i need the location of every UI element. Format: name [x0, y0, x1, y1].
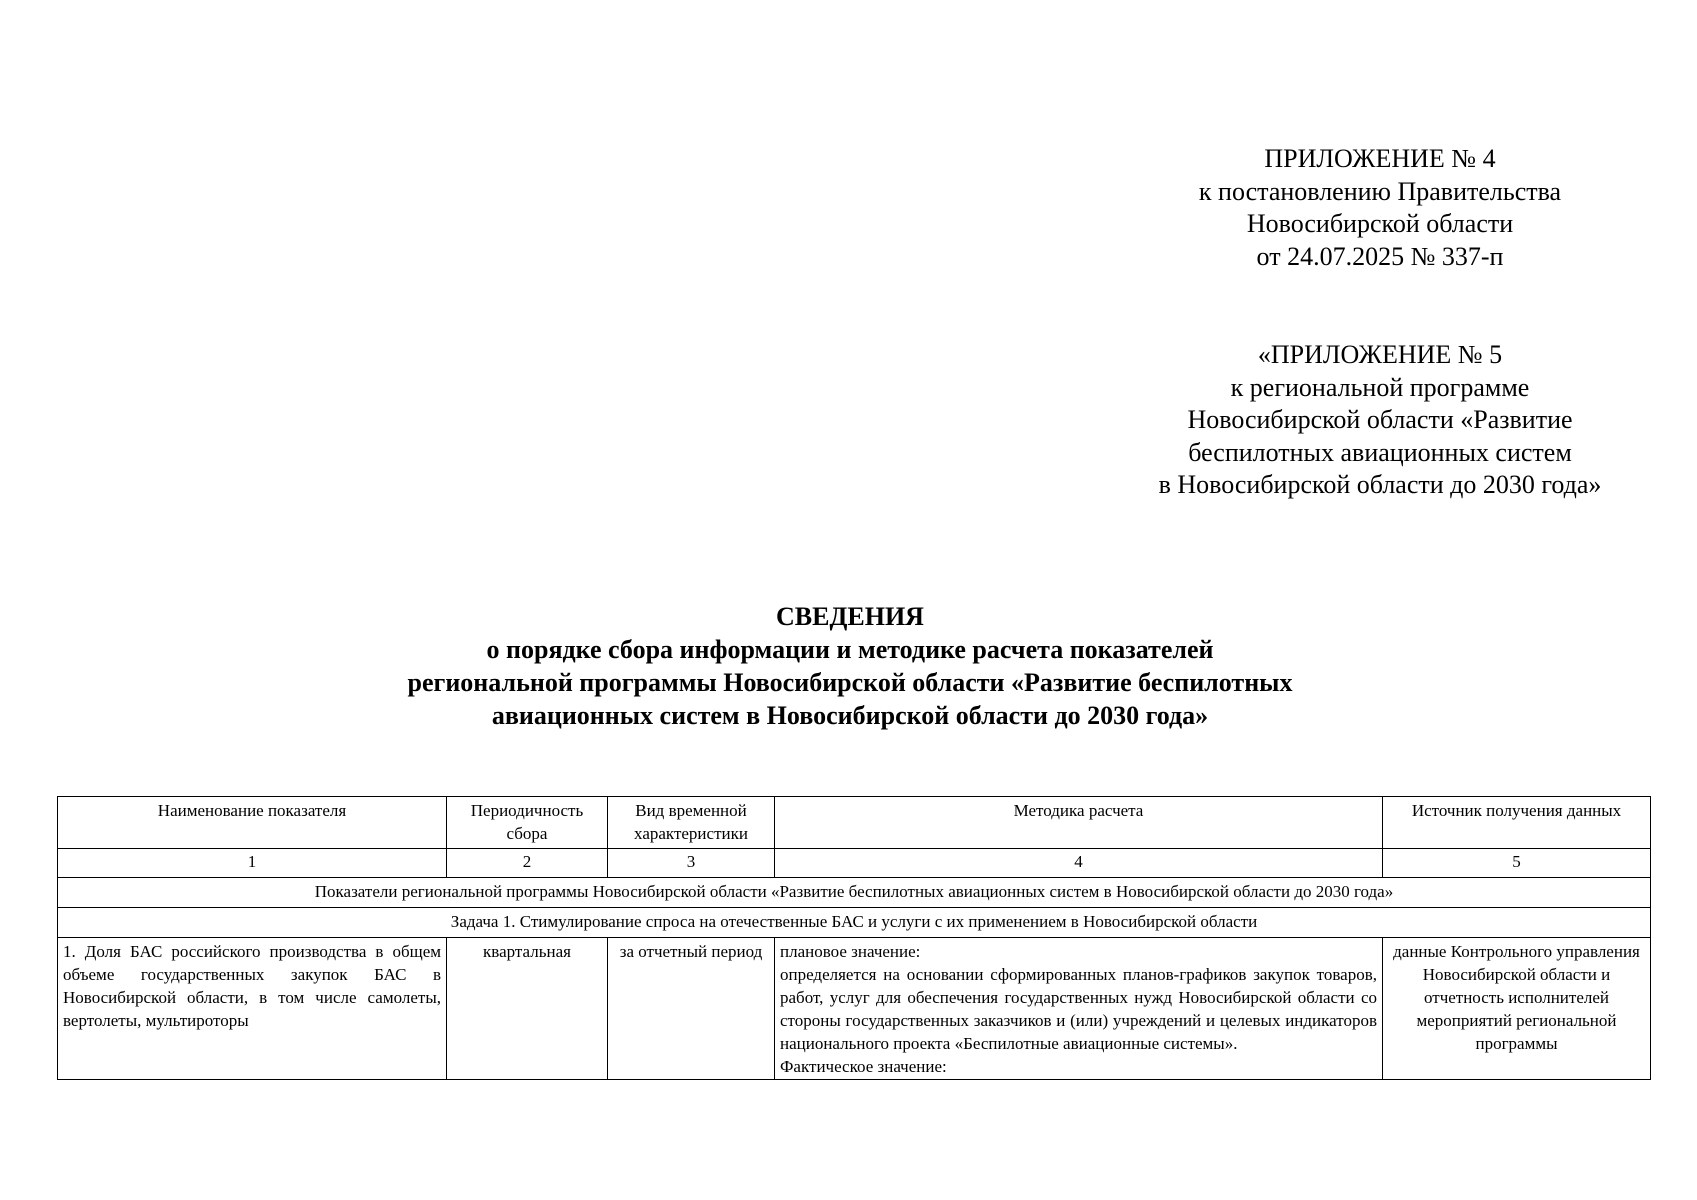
document-title-line: авиационных систем в Новосибирской области до 2030 года» — [491, 701, 1209, 730]
table-row — [58, 938, 1651, 1080]
document-title-line: о порядке сбора информации и методике расчета показателей — [486, 635, 1214, 664]
method-text: определяется на основании сформированных планов-графиков закупок товаров, работ, услуг для обеспечения государственных нужд Новосибирской области со стороны государственных заказчиков и (или) учреждений и целевых индикаторов национального проекта «Беспилотные авиационные системы». — [780, 965, 1377, 1053]
header-source: Источник получения данных — [1383, 797, 1651, 849]
appendix-5-header — [1120, 339, 1640, 502]
section-row — [58, 878, 1651, 908]
time-type-cell: за отчетный период — [608, 938, 775, 1080]
section-title: Показатели региональной программы Новосибирской области «Развитие беспилотных авиационных систем в Новосибирской области до 2030 года» — [58, 878, 1651, 908]
appendix-5-line: беспилотных авиационных систем — [1188, 437, 1572, 467]
task-title: Задача 1. Стимулирование спроса на отечественные БАС и услуги с их применением в Новосибирской области — [58, 908, 1651, 938]
appendix-5-line: в Новосибирской области до 2030 года» — [1158, 470, 1602, 499]
column-number: 1 — [58, 849, 447, 878]
document-heading: СВЕДЕНИЯ — [776, 602, 924, 631]
header-indicator-name: Наименование показателя — [58, 797, 447, 849]
method-label: плановое значение: — [780, 942, 921, 961]
column-number-row — [58, 849, 1651, 878]
column-number: 3 — [608, 849, 775, 878]
table-header-row — [58, 797, 1651, 849]
method-fact-label: Фактическое значение: — [780, 1057, 947, 1076]
source-cell: данные Контрольного управления Новосибирской области и отчетность исполнителей мероприятий региональной программы — [1383, 938, 1651, 1080]
indicator-table — [57, 796, 1651, 1080]
method-cell — [775, 938, 1383, 1080]
header-periodicity: Периодичность сбора — [447, 797, 608, 849]
task-row — [58, 908, 1651, 938]
header-method: Методика расчета — [775, 797, 1383, 849]
appendix-4-line: ПРИЛОЖЕНИЕ № 4 — [1264, 144, 1496, 173]
document-title — [250, 600, 1450, 732]
appendix-5-line: «ПРИЛОЖЕНИЕ № 5 — [1257, 340, 1503, 369]
appendix-5-line: к региональной программе — [1230, 372, 1530, 402]
header-time-type: Вид временной характеристики — [608, 797, 775, 849]
appendix-4-header — [1160, 143, 1600, 273]
appendix-4-line: от 24.07.2025 № 337-п — [1256, 241, 1504, 271]
column-number: 4 — [775, 849, 1383, 878]
appendix-4-line: Новосибирской области — [1246, 209, 1514, 238]
appendix-5-line: Новосибирской области «Развитие — [1187, 405, 1573, 434]
periodicity-cell: квартальная — [447, 938, 608, 1080]
column-number: 5 — [1383, 849, 1651, 878]
indicator-name-cell: 1. Доля БАС российского производства в общем объеме государственных закупок БАС в Новосибирской области, в том числе самолеты, вертолеты, мультироторы — [58, 938, 447, 1080]
document-title-line: региональной программы Новосибирской области «Развитие беспилотных — [407, 668, 1293, 697]
appendix-4-line: к постановлению Правительства — [1198, 176, 1562, 206]
column-number: 2 — [447, 849, 608, 878]
